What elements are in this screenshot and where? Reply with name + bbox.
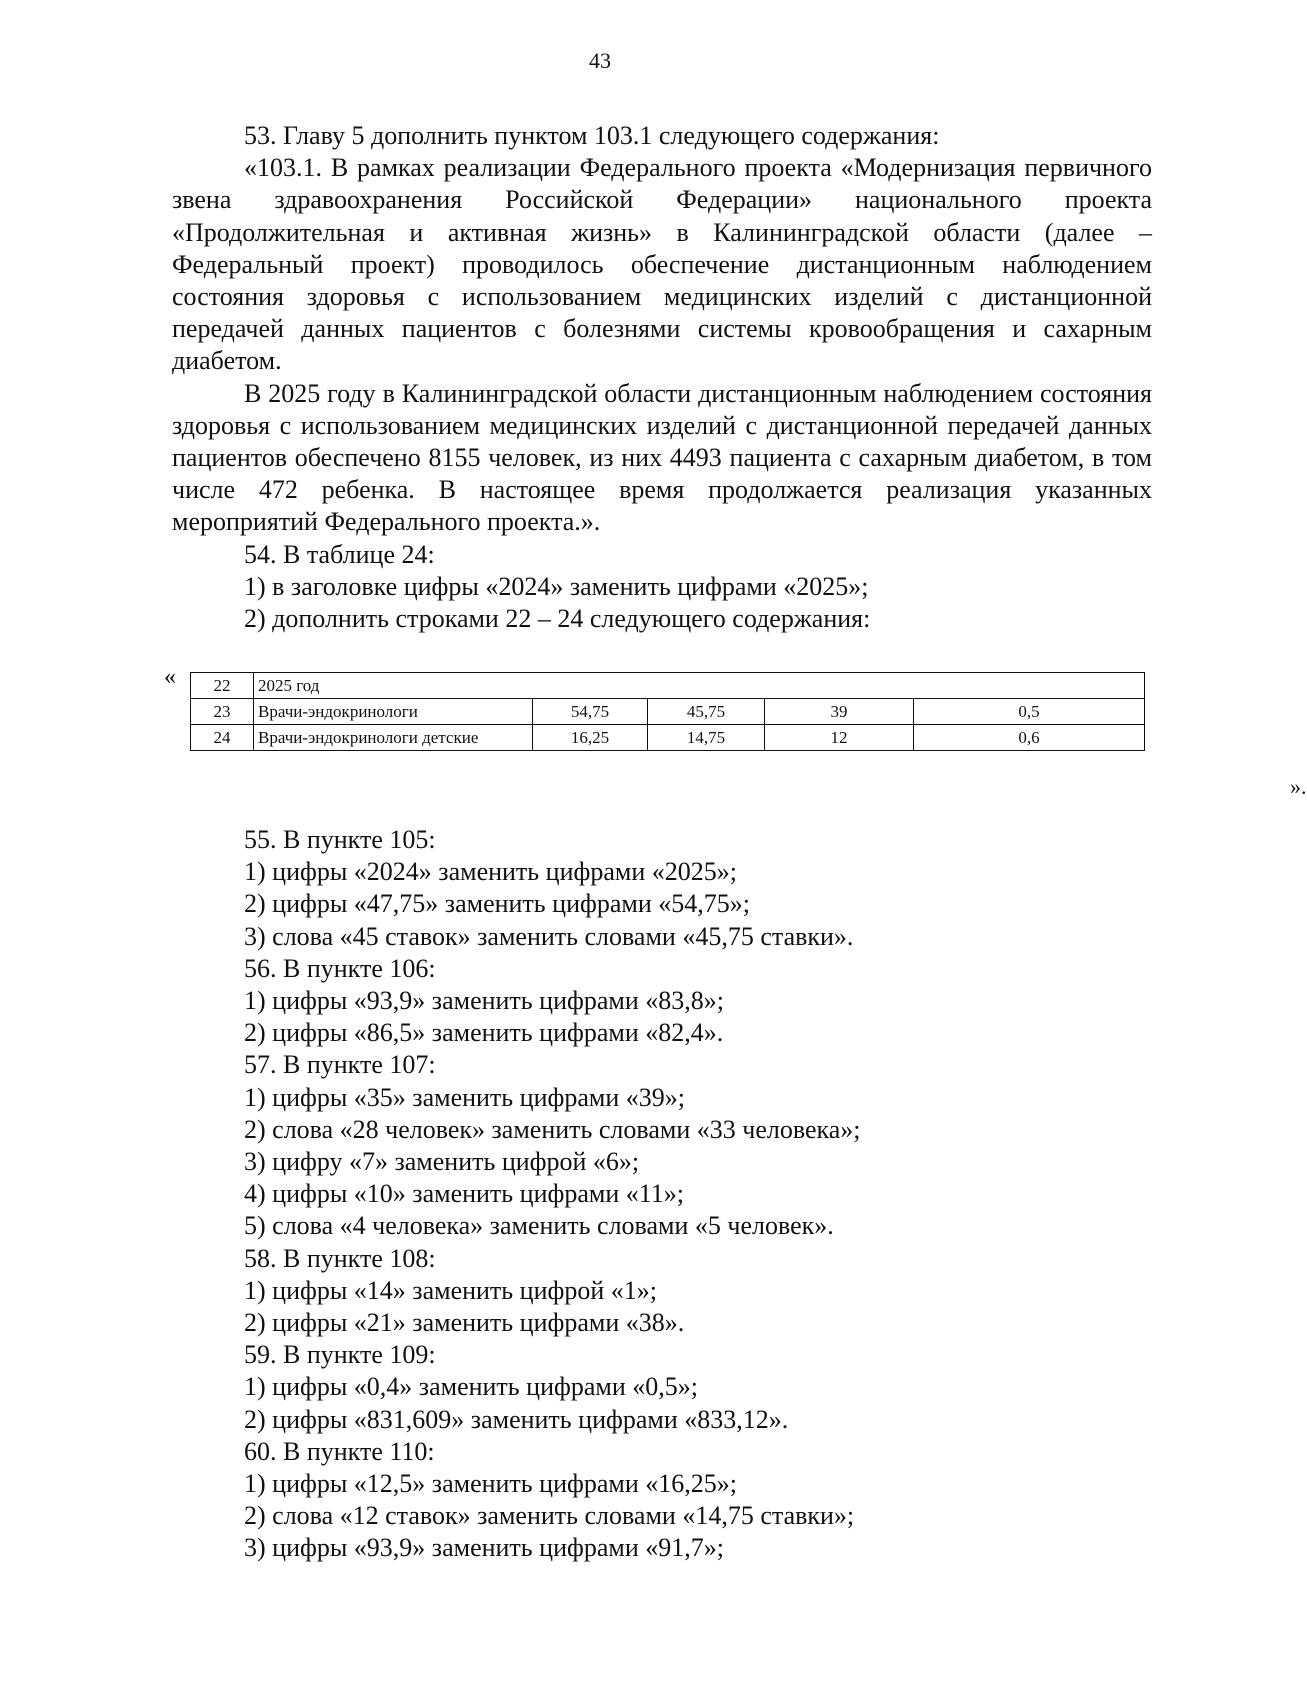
- table-row-23: [191, 699, 1145, 725]
- amendment-line: 56. В пункте 106:: [244, 953, 436, 983]
- table-cell-value-2: 45,75: [648, 699, 765, 725]
- amendment-line: 2) слова «28 человек» заменить словами «33 человека»;: [244, 1114, 861, 1144]
- item-53-paragraph-1: «103.1. В рамках реализации Федерального проекта «Модернизация первичного звена здравоохранения Российской Федерации» национального проекта «Продолжительная и активная жизнь» в Калининградской области (далее – Федеральный проект) проводилось обеспечение дистанционным наблюдением состояния здоровья с использованием медицинских изделий с дистанционной передачей данных пациентов с болезнями системы кровообращения и сахарным диабетом.: [172, 153, 1152, 376]
- amendment-line: 1) цифры «2024» заменить цифрами «2025»;: [244, 857, 737, 887]
- amendment-line: 58. В пункте 108:: [244, 1243, 436, 1273]
- table-cell-value-1: 16,25: [533, 725, 648, 751]
- table-cell-name: Врачи-эндокринологи детские: [254, 725, 533, 751]
- table-24-rows: [190, 672, 1145, 751]
- amendment-line: 55. В пункте 105:: [244, 825, 436, 854]
- amendment-line: 2) слова «12 ставок» заменить словами «14,75 ставки»;: [244, 1501, 855, 1531]
- item-53-heading: 53. Главу 5 дополнить пунктом 103.1 следующего содержания:: [244, 121, 940, 150]
- table-opening-quote: «: [164, 664, 176, 690]
- table-cell-value-4: 0,6: [914, 725, 1145, 751]
- page-number: 43: [589, 48, 611, 73]
- table-closing-quote: ».: [1290, 774, 1307, 799]
- amendment-line: 57. В пункте 107:: [244, 1050, 436, 1080]
- amendment-line: 2) цифры «47,75» заменить цифрами «54,75»;: [244, 889, 750, 919]
- amendment-line: 5) слова «4 человека» заменить словами «5 человек».: [244, 1211, 834, 1241]
- table-24-insert: [160, 664, 1307, 799]
- table-cell-value-4: 0,5: [914, 699, 1145, 725]
- amendment-line: 4) цифры «10» заменить цифрами «11»;: [244, 1179, 684, 1209]
- table-cell-num: 22: [191, 673, 254, 699]
- table-cell-num: 24: [191, 725, 254, 751]
- amendment-line: 1) цифры «93,9» заменить цифрами «83,8»;: [244, 986, 724, 1016]
- amendment-line: 1) цифры «0,4» заменить цифрами «0,5»;: [244, 1372, 698, 1402]
- table-cell-name: Врачи-эндокринологи: [254, 699, 533, 725]
- table-cell-value-2: 14,75: [648, 725, 765, 751]
- table-row-22: [191, 673, 1145, 699]
- item-54-subitem-1: 1) в заголовке цифры «2024» заменить цифрами «2025»;: [244, 571, 869, 601]
- amendment-line: 59. В пункте 109:: [244, 1340, 436, 1370]
- table-cell-num: 23: [191, 699, 254, 725]
- item-54-heading: 54. В таблице 24:: [244, 539, 435, 569]
- amendment-line: 60. В пункте 110:: [244, 1436, 435, 1466]
- amendment-line: 1) цифры «35» заменить цифрами «39»;: [244, 1082, 685, 1112]
- amendment-line: 1) цифры «12,5» заменить цифрами «16,25»;: [244, 1469, 737, 1499]
- table-cell-name: 2025 год: [254, 673, 1145, 699]
- amendments-block-1: [172, 120, 1152, 635]
- table-row-24: [191, 725, 1145, 751]
- item-53-paragraph-2: В 2025 году в Калининградской области дистанционным наблюдением состояния здоровья с использованием медицинских изделий с дистанционной передачей данных пациентов обеспечено 8155 человек, из них 4493 пациента с сахарным диабетом, в том числе 472 ребенка. В настоящее время продолжается реализация указанных мероприятий Федерального проекта.».: [172, 378, 1152, 537]
- amendment-line: 2) цифры «21» заменить цифрами «38».: [244, 1308, 685, 1338]
- amendment-line: 3) цифру «7» заменить цифрой «6»;: [244, 1147, 640, 1177]
- amendment-line: 1) цифры «14» заменить цифрой «1»;: [244, 1275, 657, 1305]
- item-54-subitem-2: 2) дополнить строками 22 – 24 следующего содержания:: [244, 604, 871, 634]
- amendment-line: 3) слова «45 ставок» заменить словами «45,75 ставки».: [244, 921, 854, 951]
- amendment-line: 2) цифры «831,609» заменить цифрами «833,12».: [244, 1404, 789, 1434]
- table-cell-value-1: 54,75: [533, 699, 648, 725]
- table-cell-value-3: 12: [765, 725, 914, 751]
- amendments-block-2: [172, 824, 1152, 1565]
- table-cell-value-3: 39: [765, 699, 914, 725]
- amendment-line: 2) цифры «86,5» заменить цифрами «82,4».: [244, 1018, 724, 1048]
- amendment-line: 3) цифры «93,9» заменить цифрами «91,7»;: [244, 1533, 724, 1563]
